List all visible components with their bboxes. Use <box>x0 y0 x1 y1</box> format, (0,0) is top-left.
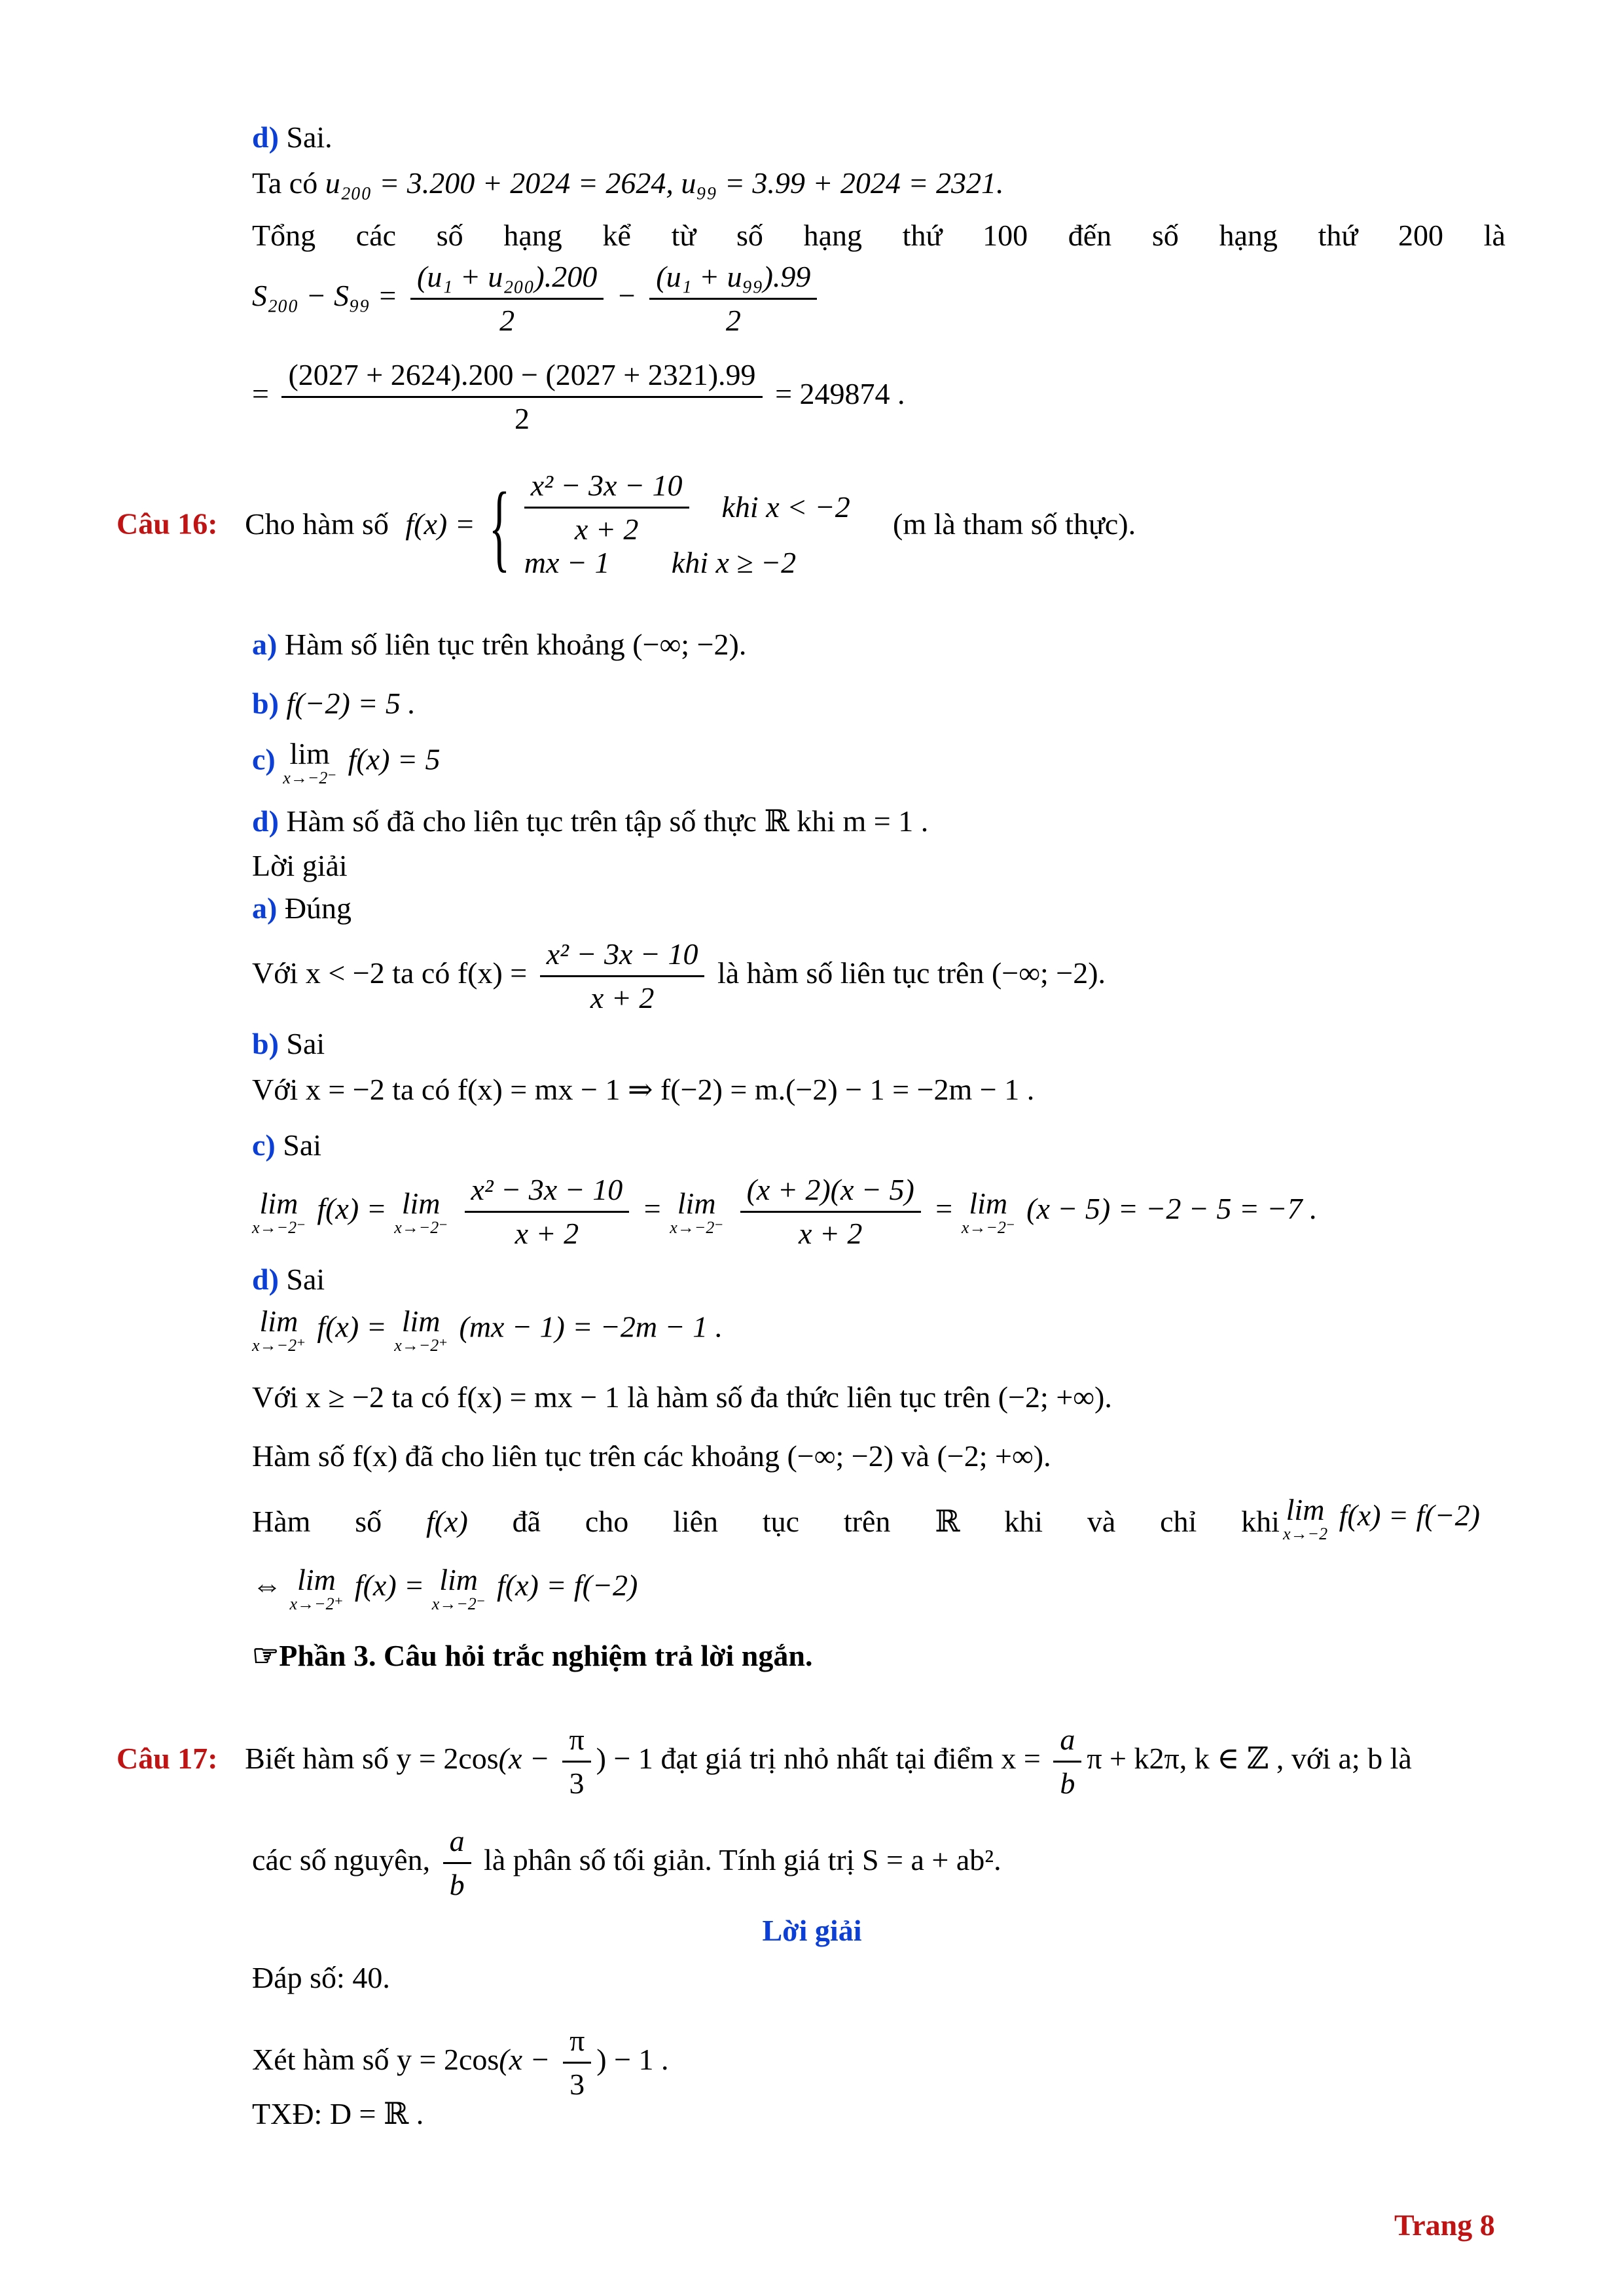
numerator: a <box>1053 1721 1081 1763</box>
lim-subscript: x→−2⁻ <box>431 1594 486 1613</box>
numerator: π <box>563 2022 591 2064</box>
word: số <box>436 219 463 252</box>
option-label: a) <box>252 628 278 661</box>
denominator: b <box>1060 1767 1075 1800</box>
solution-label: c) <box>252 1128 276 1162</box>
denominator: 2 <box>725 304 741 337</box>
word: số <box>1151 219 1179 252</box>
part-title: Phần 3. Câu hỏi trắc nghiệm trả lời ngắn. <box>279 1639 813 1672</box>
limit-operator <box>394 1188 448 1236</box>
lim-subscript: x→−2⁺ <box>289 1594 344 1613</box>
lim-text: lim <box>969 1186 1008 1220</box>
equation-lhs: S₂₀₀ − S₉₉ = <box>252 279 398 313</box>
numerator: x² − 3x − 10 <box>540 936 705 977</box>
option-label: b) <box>252 687 279 720</box>
partial-sum-equation <box>252 259 822 339</box>
solution-a-verdict <box>252 889 352 928</box>
lim-subscript: x→−2⁻ <box>252 1217 306 1237</box>
word: khi <box>1241 1505 1280 1538</box>
limit-operator <box>290 1564 344 1613</box>
word: đã <box>512 1505 541 1538</box>
solution-d-line-3: Hàm số f(x) đã cho liên tục trên các khoảng (−∞; −2) và (−2; +∞). <box>252 1439 1051 1473</box>
solution-d-line-4-limit <box>1283 1494 1480 1543</box>
denominator: b <box>449 1868 465 1901</box>
fraction <box>410 259 604 339</box>
word: trên <box>843 1505 891 1538</box>
word: cho <box>585 1505 629 1538</box>
parameter-note: (m là tham số thực). <box>893 507 1136 541</box>
partial-sum-result <box>252 357 905 437</box>
operator: = <box>252 377 269 411</box>
verdict: Sai <box>286 1263 325 1296</box>
solution-c-limit-chain <box>252 1172 1317 1252</box>
text: f(x) = <box>354 1568 425 1602</box>
question-intro: Cho hàm số <box>245 507 389 541</box>
domain-line: TXĐ: D = ℝ . <box>252 2097 424 2130</box>
verdict: Sai <box>283 1128 322 1162</box>
solution-a-text <box>252 936 1106 1016</box>
word: Tổng <box>252 219 316 252</box>
solution-label: d) <box>252 1263 279 1296</box>
text-pre: Với x < −2 ta có f(x) = <box>252 956 528 990</box>
text: (x − <box>499 2043 550 2077</box>
word: hạng <box>1219 219 1278 252</box>
question-17-line-2 <box>252 1823 1001 1903</box>
condition: khi x ≥ −2 <box>671 546 797 579</box>
word: 200 <box>1398 219 1443 252</box>
word: số <box>355 1505 382 1538</box>
numerator: π <box>562 1721 590 1763</box>
left-brace-icon: { <box>489 473 511 581</box>
text: là phân số tối giản. Tính giá trị S = a + ab². <box>484 1843 1001 1877</box>
text: các số nguyên, <box>252 1843 431 1877</box>
solution-label: a) <box>252 891 278 925</box>
fraction <box>562 1721 590 1802</box>
numerator: x² − 3x − 10 <box>524 467 689 509</box>
word: đến <box>1068 219 1112 252</box>
option-c <box>252 738 440 787</box>
question-16-statement <box>117 468 1136 583</box>
solution-d-verdict <box>252 1260 325 1299</box>
option-label: c) <box>252 742 276 776</box>
word: từ <box>671 219 696 252</box>
sum-description-line <box>252 216 1506 255</box>
word: kể <box>602 219 631 252</box>
consider-function-line <box>252 2022 669 2103</box>
text: đạt giá trị nhỏ nhất tại điểm x = <box>660 1742 1041 1776</box>
word: liên <box>673 1505 719 1538</box>
lim-text: lim <box>259 1186 298 1220</box>
word: ℝ <box>935 1505 960 1538</box>
verdict: Sai <box>286 1027 325 1060</box>
option-a <box>252 625 746 664</box>
numerator: (u₁ + u₂₀₀).200 <box>410 259 604 300</box>
fraction <box>740 1172 921 1252</box>
word: thứ <box>902 219 943 252</box>
word: hạng <box>803 219 862 252</box>
sequence-values-line <box>252 164 1003 203</box>
solution-b-verdict <box>252 1024 325 1064</box>
lim-text: lim <box>297 1563 336 1596</box>
verdict: Đúng <box>284 891 352 925</box>
item-text: Sai. <box>286 120 333 154</box>
denominator: 3 <box>569 2068 585 2101</box>
word: thứ <box>1318 219 1358 252</box>
equivalence-icon: ⇔ <box>252 1568 282 1602</box>
lim-subscript: x→−2⁻ <box>670 1217 724 1237</box>
lim-subscript: x→−2⁻ <box>283 768 337 787</box>
text: π + k2π, k ∈ ℤ , với a; b là <box>1087 1742 1412 1776</box>
lim-text: lim <box>1286 1493 1325 1526</box>
solution-title: Lời giải <box>252 849 348 882</box>
word: 100 <box>983 219 1028 252</box>
limit-operator <box>252 1306 306 1354</box>
lim-text: lim <box>677 1186 716 1220</box>
option-text: f(x) = 5 <box>348 742 441 776</box>
limit-operator <box>670 1188 723 1236</box>
denominator: x + 2 <box>574 512 639 546</box>
text: f(x) = f(−2) <box>1339 1498 1480 1532</box>
page-number: Trang 8 <box>1394 2208 1495 2242</box>
equation-u200: u₂₀₀ = 3.200 + 2024 = 2624, u₉₉ = 3.99 + 2024 = 2321. <box>325 166 1004 200</box>
fraction <box>524 467 689 548</box>
part-3-heading <box>252 1636 812 1676</box>
denominator: 2 <box>499 304 515 337</box>
numerator: (2027 + 2624).200 − (2027 + 2321).99 <box>281 357 762 398</box>
denominator: 2 <box>514 402 530 435</box>
piece-case-2 <box>524 543 879 583</box>
text: Biết hàm số y = 2cos <box>245 1742 499 1776</box>
piece-case-1 <box>524 468 879 546</box>
word: chỉ <box>1160 1505 1197 1538</box>
text: (mx − 1) = −2m − 1 . <box>459 1310 723 1344</box>
operator: = <box>641 1192 662 1226</box>
question-label: Câu 16: <box>117 507 218 541</box>
option-d <box>252 802 928 841</box>
text: Xét hàm số y = 2cos <box>252 2043 499 2077</box>
lim-text: lim <box>289 737 330 770</box>
item-d-verdict <box>252 118 333 157</box>
text: ) − 1 <box>596 1742 653 1776</box>
fraction <box>281 357 762 437</box>
condition: khi x < −2 <box>721 490 850 524</box>
denominator: 3 <box>569 1767 585 1800</box>
operator: − <box>616 279 637 313</box>
fraction <box>563 2022 591 2103</box>
option-text: f(−2) = 5 . <box>286 687 416 720</box>
solution-b-text: Với x = −2 ta có f(x) = mx − 1 ⇒ f(−2) = m.(−2) − 1 = −2m − 1 . <box>252 1073 1035 1106</box>
limit-operator <box>252 1188 306 1236</box>
word: và <box>1087 1505 1116 1538</box>
solution-label: b) <box>252 1027 279 1060</box>
solution-d-line-5 <box>252 1564 638 1613</box>
solution-d-right-limit <box>252 1306 723 1354</box>
limit-operator <box>394 1306 448 1354</box>
solution-d-line-2: Với x ≥ −2 ta có f(x) = mx − 1 là hàm số đa thức liên tục trên (−2; +∞). <box>252 1380 1112 1414</box>
function-name: f(x) = <box>405 507 475 541</box>
lim-subscript: x→−2⁺ <box>394 1336 448 1355</box>
numerator: (u₁ + u₉₉).99 <box>649 259 817 300</box>
solution-d-line-4 <box>252 1502 1280 1541</box>
result-value: = 249874 . <box>775 377 905 411</box>
lim-text: lim <box>401 1186 441 1220</box>
operator: = <box>933 1192 954 1226</box>
answer-line: Đáp số: 40. <box>252 1961 390 1994</box>
option-text: Hàm số đã cho liên tục trên tập số thực ℝ khi m = 1 . <box>286 804 929 838</box>
text-post: là hàm số liên tục trên (−∞; −2). <box>717 956 1106 990</box>
numerator: (x + 2)(x − 5) <box>740 1172 921 1213</box>
lim-text: lim <box>401 1304 441 1338</box>
option-label: d) <box>252 804 279 838</box>
option-text: Hàm số liên tục trên khoảng (−∞; −2). <box>284 628 747 661</box>
numerator: a <box>443 1823 471 1864</box>
limit-operator <box>432 1564 486 1613</box>
fraction <box>443 1823 471 1903</box>
word: tục <box>762 1505 800 1538</box>
word: Hàm <box>252 1505 311 1538</box>
denominator: x + 2 <box>798 1217 863 1250</box>
word: f(x) <box>425 1505 468 1538</box>
denominator: x + 2 <box>514 1217 579 1250</box>
word: khi <box>1004 1505 1043 1538</box>
solution-c-verdict <box>252 1126 321 1165</box>
text: f(x) = <box>317 1192 387 1226</box>
lim-subscript: x→−2⁻ <box>394 1217 448 1237</box>
question-17-line-1 <box>117 1721 1412 1802</box>
expression: mx − 1 <box>524 546 610 579</box>
fraction <box>1053 1721 1081 1802</box>
word: số <box>736 219 763 252</box>
question-label: Câu 17: <box>117 1742 218 1776</box>
limit-operator <box>283 738 336 787</box>
lim-subscript: x→−2⁺ <box>252 1336 306 1355</box>
fraction <box>465 1172 630 1252</box>
option-b <box>252 684 416 723</box>
lim-text: lim <box>439 1563 478 1596</box>
limit-operator <box>1283 1494 1327 1543</box>
lim-subscript: x→−2⁻ <box>961 1217 1015 1237</box>
lim-text: lim <box>259 1304 298 1338</box>
text: (x − <box>498 1742 550 1776</box>
limit-operator <box>962 1188 1015 1236</box>
item-label: d) <box>252 120 279 154</box>
piecewise-function <box>524 468 879 583</box>
text: f(x) = <box>317 1310 387 1344</box>
numerator: x² − 3x − 10 <box>465 1172 630 1213</box>
line-prefix: Ta có <box>252 166 325 200</box>
pointing-hand-icon: ☞ <box>252 1639 280 1672</box>
word: hạng <box>503 219 562 252</box>
text: ) − 1 . <box>596 2043 669 2077</box>
text: (x − 5) = −2 − 5 = −7 . <box>1026 1192 1318 1226</box>
fraction <box>649 259 817 339</box>
solution-17-title: Lời giải <box>762 1914 862 1947</box>
text: f(x) = f(−2) <box>497 1568 638 1602</box>
fraction <box>540 936 705 1016</box>
word: các <box>355 219 397 252</box>
denominator: x + 2 <box>590 981 655 1014</box>
lim-subscript: x→−2 <box>1283 1524 1328 1543</box>
word: là <box>1483 219 1506 252</box>
